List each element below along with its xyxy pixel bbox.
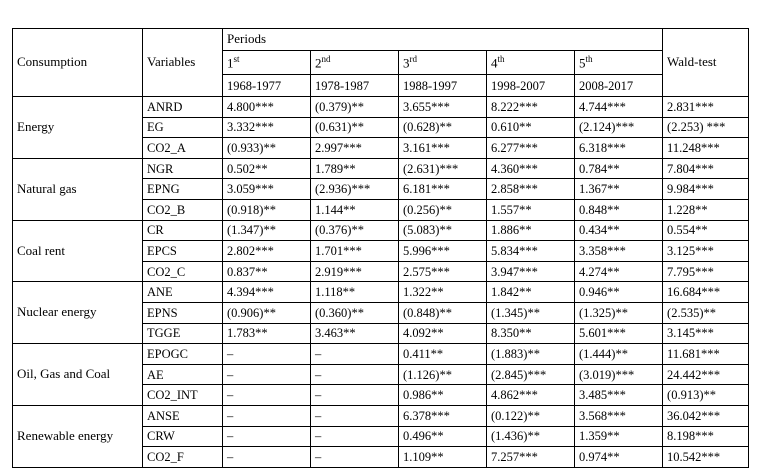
coefficient-value: (2.124)*** <box>575 117 663 138</box>
coefficient-value: 6.378*** <box>399 405 487 426</box>
coefficient-value: – <box>311 344 399 365</box>
wald-test-value: (2.535)** <box>663 302 749 323</box>
variable-name: NGR <box>143 158 223 179</box>
coefficient-value: 3.332*** <box>223 117 311 138</box>
coefficient-value: 1.557** <box>487 199 575 220</box>
header-row-top <box>13 29 749 51</box>
coefficient-value: 0.496** <box>399 426 487 447</box>
header-period-3: 3rd <box>399 51 487 75</box>
coefficient-value: 5.996*** <box>399 241 487 262</box>
coefficient-value: (0.256)** <box>399 199 487 220</box>
coefficient-value: (0.379)** <box>311 97 399 118</box>
coefficient-value: (1.883)** <box>487 344 575 365</box>
coefficient-value: 1.118** <box>311 282 399 303</box>
variable-name: AE <box>143 364 223 385</box>
coefficient-value: – <box>223 364 311 385</box>
header-consumption: Consumption <box>13 29 143 97</box>
variable-name: CRW <box>143 426 223 447</box>
variable-name: EPNG <box>143 179 223 200</box>
header-period-years-1: 1968-1977 <box>223 75 311 97</box>
table-row <box>13 158 749 179</box>
variable-name: TGGE <box>143 323 223 344</box>
group-label-2: Coal rent <box>13 220 143 282</box>
coefficient-value: 1.886** <box>487 220 575 241</box>
coefficient-value: 2.919*** <box>311 261 399 282</box>
variable-name: CO2_B <box>143 199 223 220</box>
header-period-2: 2nd <box>311 51 399 75</box>
coefficient-value: 2.858*** <box>487 179 575 200</box>
coefficient-value: 5.834*** <box>487 241 575 262</box>
coefficient-value: 3.358*** <box>575 241 663 262</box>
coefficient-value: – <box>311 364 399 385</box>
coefficient-value: 8.350** <box>487 323 575 344</box>
coefficient-value: (1.126)** <box>399 364 487 385</box>
table-row <box>13 344 749 365</box>
coefficient-value: 7.257*** <box>487 447 575 468</box>
coefficient-value: 3.463** <box>311 323 399 344</box>
header-period-4: 4th <box>487 51 575 75</box>
coefficient-value: (0.848)** <box>399 302 487 323</box>
coefficient-value: 3.485*** <box>575 385 663 406</box>
coefficient-value: 0.837** <box>223 261 311 282</box>
wald-test-value: 11.681*** <box>663 344 749 365</box>
wald-test-value: 10.542*** <box>663 447 749 468</box>
wald-test-value: 36.042*** <box>663 405 749 426</box>
wald-test-value: 9.984*** <box>663 179 749 200</box>
coefficient-value: 0.411** <box>399 344 487 365</box>
coefficient-value: 4.862*** <box>487 385 575 406</box>
variable-name: EPCS <box>143 241 223 262</box>
group-label-3: Nuclear energy <box>13 282 143 344</box>
coefficient-value: (2.631)*** <box>399 158 487 179</box>
coefficient-value: (3.019)*** <box>575 364 663 385</box>
variable-name: CO2_F <box>143 447 223 468</box>
group-label-1: Natural gas <box>13 158 143 220</box>
coefficient-value: 1.789** <box>311 158 399 179</box>
variable-name: EG <box>143 117 223 138</box>
coefficient-value: 0.502** <box>223 158 311 179</box>
coefficient-value: 1.322** <box>399 282 487 303</box>
coefficient-value: 0.610** <box>487 117 575 138</box>
variable-name: CO2_C <box>143 261 223 282</box>
coefficient-value: – <box>223 385 311 406</box>
coefficient-value: 0.784** <box>575 158 663 179</box>
coefficient-value: 4.360*** <box>487 158 575 179</box>
coefficient-value: (0.631)** <box>311 117 399 138</box>
coefficient-value: 0.848** <box>575 199 663 220</box>
coefficient-value: 4.744*** <box>575 97 663 118</box>
wald-test-value: 7.804*** <box>663 158 749 179</box>
coefficient-value: – <box>311 385 399 406</box>
coefficient-value: (2.936)*** <box>311 179 399 200</box>
coefficient-value: 5.601*** <box>575 323 663 344</box>
coefficient-value: 6.277*** <box>487 138 575 159</box>
coefficient-value: (2.845)*** <box>487 364 575 385</box>
wald-test-value: (2.253) *** <box>663 117 749 138</box>
variable-name: ANSE <box>143 405 223 426</box>
coefficient-value: (0.906)** <box>223 302 311 323</box>
header-period-1: 1st <box>223 51 311 75</box>
variable-name: ANE <box>143 282 223 303</box>
coefficient-value: 6.318*** <box>575 138 663 159</box>
wald-test-value: 16.684*** <box>663 282 749 303</box>
coefficient-value: (0.360)** <box>311 302 399 323</box>
wald-test-value: 7.795*** <box>663 261 749 282</box>
header-period-years-4: 1998-2007 <box>487 75 575 97</box>
group-label-0: Energy <box>13 97 143 159</box>
variable-name: ANRD <box>143 97 223 118</box>
coefficient-value: 1.359** <box>575 426 663 447</box>
coefficient-value: 2.575*** <box>399 261 487 282</box>
coefficient-value: 4.274** <box>575 261 663 282</box>
header-period-years-2: 1978-1987 <box>311 75 399 97</box>
coefficient-value: 6.181*** <box>399 179 487 200</box>
group-label-4: Oil, Gas and Coal <box>13 344 143 406</box>
table-row <box>13 97 749 118</box>
coefficient-value: 0.986** <box>399 385 487 406</box>
coefficient-value: 3.947*** <box>487 261 575 282</box>
wald-test-value: (0.913)** <box>663 385 749 406</box>
coefficient-value: (5.083)** <box>399 220 487 241</box>
coefficient-value: 1.701*** <box>311 241 399 262</box>
coefficient-value: 1.144** <box>311 199 399 220</box>
header-variables: Variables <box>143 29 223 97</box>
header-periods: Periods <box>223 29 663 51</box>
wald-test-value: 2.831*** <box>663 97 749 118</box>
wald-test-value: 0.554** <box>663 220 749 241</box>
header-period-5: 5th <box>575 51 663 75</box>
coefficient-value: 1.109** <box>399 447 487 468</box>
coefficient-value: 3.161*** <box>399 138 487 159</box>
coefficient-value: 1.842** <box>487 282 575 303</box>
coefficient-value: 0.974** <box>575 447 663 468</box>
variable-name: EPOGC <box>143 344 223 365</box>
coefficient-value: 2.802*** <box>223 241 311 262</box>
coefficient-value: – <box>223 447 311 468</box>
coefficient-value: 3.655*** <box>399 97 487 118</box>
coefficient-value: (0.628)** <box>399 117 487 138</box>
coefficient-value: 3.059*** <box>223 179 311 200</box>
coefficient-value: 0.946** <box>575 282 663 303</box>
coefficient-value: (1.436)** <box>487 426 575 447</box>
variable-name: CR <box>143 220 223 241</box>
table-row <box>13 405 749 426</box>
coefficient-value: 2.997*** <box>311 138 399 159</box>
wald-test-value: 11.248*** <box>663 138 749 159</box>
coefficient-value: (1.444)** <box>575 344 663 365</box>
wald-test-value: 3.145*** <box>663 323 749 344</box>
coefficient-value: 4.800*** <box>223 97 311 118</box>
coefficient-value: (0.122)** <box>487 405 575 426</box>
variable-name: CO2_INT <box>143 385 223 406</box>
variable-name: EPNS <box>143 302 223 323</box>
coefficient-value: – <box>311 426 399 447</box>
coefficient-value: – <box>223 426 311 447</box>
coefficient-value: (1.345)** <box>487 302 575 323</box>
table-row <box>13 220 749 241</box>
coefficient-value: – <box>223 344 311 365</box>
coefficient-value: (1.325)** <box>575 302 663 323</box>
coefficient-value: 1.367** <box>575 179 663 200</box>
header-wald-test: Wald-test <box>663 29 749 97</box>
coefficient-value: – <box>223 405 311 426</box>
coefficient-value: 1.783** <box>223 323 311 344</box>
header-period-years-5: 2008-2017 <box>575 75 663 97</box>
coefficient-value: 4.092** <box>399 323 487 344</box>
variable-name: CO2_A <box>143 138 223 159</box>
coefficient-value: (0.918)** <box>223 199 311 220</box>
group-label-5: Renewable energy <box>13 405 143 467</box>
coefficient-value: (0.933)** <box>223 138 311 159</box>
wald-test-value: 8.198*** <box>663 426 749 447</box>
coefficient-value: 8.222*** <box>487 97 575 118</box>
wald-test-value: 24.442*** <box>663 364 749 385</box>
coefficient-value: – <box>311 447 399 468</box>
coefficient-value: (0.376)** <box>311 220 399 241</box>
coefficient-value: 0.434** <box>575 220 663 241</box>
table-row <box>13 282 749 303</box>
regression-results-table <box>12 28 749 468</box>
coefficient-value: 3.568*** <box>575 405 663 426</box>
coefficient-value: 4.394*** <box>223 282 311 303</box>
header-period-years-3: 1988-1997 <box>399 75 487 97</box>
wald-test-value: 3.125*** <box>663 241 749 262</box>
wald-test-value: 1.228** <box>663 199 749 220</box>
coefficient-value: – <box>311 405 399 426</box>
coefficient-value: (1.347)** <box>223 220 311 241</box>
